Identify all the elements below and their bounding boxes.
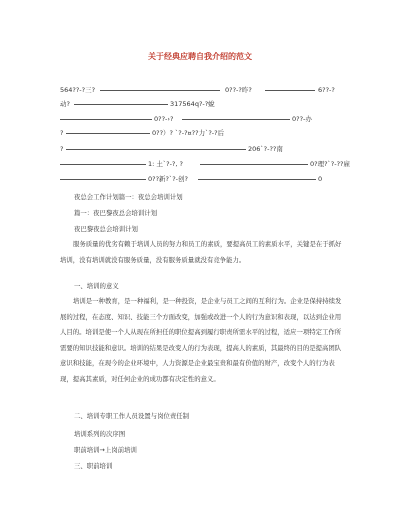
garbled-text: ? [60,145,64,153]
underline-rule [66,149,246,150]
garbled-line-7 [60,174,350,185]
garbled-text: 0?理?`?-??雇 [310,160,350,168]
garbled-text: 1: 土`?-?, ? [148,160,183,168]
underline-rule [265,90,315,91]
garbled-line-5 [60,144,350,155]
doc-heading-line: 夜总会工作计划篇一：夜总会培训计划 [74,193,183,201]
paragraph: 服务质量的优劣有赖于培训人员的努力和员工的素质，要提高员工的素质水平，关键是在于抓好培训，没有培训就没有服务质量，没有服务质量就没有竞争能力。 [60,240,342,264]
doc-subheading: 夜巴黎夜总会培训计划 [74,225,138,233]
doc-subheading: 篇一：夜巴黎夜总会培训计划 [74,209,158,217]
section-heading: 三、职前培训 [74,462,113,470]
garbled-text: 0??-办 [292,115,312,123]
garbled-text: 动? [60,100,70,108]
underline-rule [200,164,308,165]
paragraph: 培训系列的次序图 [74,430,126,438]
garbled-text: 206`?-??南 [248,145,283,153]
garbled-line-4 [60,128,350,139]
paragraph: 培训是一种教育，是一种福利，是一种投资，是企业与员工之间的互利行为。企业是保持持续发展的过程，在态度、知识、技能三个方面改变，加强或改进一个人的行为意识和表现，以达到企业用人目的。培训是使一个人从现在所担任的职位提高到履行职责所需水平的过程，适应一项特定工作所需要的知识技能和意识。培训的结果是改变人的行为表现，提高人的素质，其最终的目的是提高团队意识和技能，在现今的企业环境中，人力资源是企业最宝贵和最有价值的财产，改变个人的行为表现，提高其素质，对任何企业的成功都有决定性的意义。 [60,297,342,383]
underline-rule [60,119,152,120]
underline-rule [60,179,146,180]
underline-rule [182,119,290,120]
garbled-line-3 [60,114,350,125]
garbled-text: 0??-?昨? [225,86,252,94]
underline-rule [66,133,150,134]
garbled-text: 0??）? `?-?¤??力`?-?后 [152,129,225,137]
garbled-text: ? [60,129,64,137]
paragraph: 职前培训→上岗前培训 [74,446,137,454]
garbled-text: 0 [318,175,323,183]
garbled-line-1 [60,85,350,96]
garbled-text: 6??-? [318,86,335,94]
garbled-text: 0??新?`?-创? [148,175,188,183]
underline-rule [74,104,168,105]
underline-rule [60,164,146,165]
document-title: 关于经典应聘自我介绍的范文 [148,52,252,61]
section-heading: 一、培训的意义 [74,282,119,290]
garbled-line-2 [60,99,350,110]
garbled-text: 0??-›? [154,115,174,123]
underline-rule [198,179,316,180]
garbled-text: 564??-?三? [60,86,96,94]
garbled-line-6 [60,159,350,170]
section-heading: 二、培训专职工作人员设置与岗位责任制 [74,412,190,420]
underline-rule [100,90,220,91]
garbled-text: 317564q?-?蛻 [170,100,215,108]
